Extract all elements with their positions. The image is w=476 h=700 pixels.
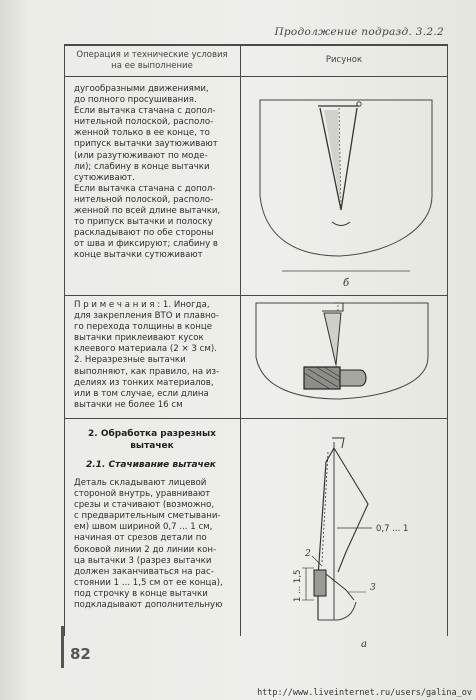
- text-line: боковой линии 2 до линии кон-: [74, 544, 217, 555]
- table-right-border: [447, 44, 448, 636]
- text-line: стоянии 1 ... 1,5 см от ее конца),: [74, 577, 223, 588]
- row2-notes-text: [74, 300, 219, 411]
- running-head: Продолжение подразд. 3.2.2: [274, 26, 444, 38]
- header-operation-line2: на ее выполнение: [111, 61, 193, 71]
- text-line: П р и м е ч а н и я : 1. Иногда,: [74, 300, 210, 310]
- row2-bottom-rule: [64, 418, 448, 419]
- text-line: начиная от срезов детали по: [74, 533, 207, 544]
- row1-text: [74, 84, 220, 262]
- instruction-table: [64, 44, 448, 650]
- text-line: женной только в ее конце, то: [74, 128, 210, 139]
- slash-cut: [326, 574, 354, 600]
- figure-b-label: б: [343, 278, 350, 289]
- text-line: стороной внутрь, уравнивают: [74, 489, 211, 500]
- text-line: подкладывают дополнительную: [74, 600, 223, 611]
- figure-dart-interfacing: [242, 297, 446, 416]
- text-line: дугообразными движениями,: [74, 84, 209, 94]
- header-operation-line1: Операция и технические условия: [76, 50, 228, 60]
- dart-tab: [322, 303, 343, 311]
- table-top-rule: [64, 44, 448, 46]
- page-number-bar: [61, 626, 64, 668]
- text-line: с предварительным сметывани-: [74, 511, 221, 522]
- leader-2: [312, 556, 322, 566]
- dart-shading: [324, 110, 341, 206]
- text-line: для закрепления ВТО и плавно-: [74, 311, 219, 322]
- text-line: Деталь складывают лицевой: [74, 478, 207, 488]
- text-line: ца вытачки 3 (разрез вытачки: [74, 555, 212, 566]
- figure-dart-pressed: [242, 78, 446, 292]
- text-line: ли); слабину в конце вытачки: [74, 161, 210, 172]
- text-line: должен заканчиваться на рас-: [74, 566, 214, 577]
- text-line: припуск вытачки заутюживают: [74, 139, 218, 150]
- press-pad: [340, 370, 366, 386]
- header-operation: [66, 50, 238, 72]
- text-line: вытачки не более 16 см: [74, 399, 183, 410]
- section-title-line1: 2. Обработка разрезных: [88, 429, 216, 439]
- dim-top-label: 0,7 ... 1: [376, 524, 409, 534]
- callout-3: 3: [370, 583, 376, 593]
- text-line: Если вытачка стачана с допол-: [74, 183, 216, 194]
- text-line: нительной полоской, располо-: [74, 117, 214, 128]
- hem-curve: [318, 602, 356, 620]
- text-line: вытачки приклеивают кусок: [74, 333, 204, 344]
- dart-end-arc: [332, 222, 350, 226]
- callout-2: 2: [305, 549, 311, 559]
- table-left-border: [64, 44, 65, 636]
- header-bottom-rule: [64, 76, 448, 77]
- text-line: 2. Неразрезные вытачки: [74, 355, 186, 366]
- text-line: выполняют, как правило, на из-: [74, 366, 220, 377]
- dart-body: [324, 313, 341, 365]
- text-line: или в том случае, если длина: [74, 388, 209, 399]
- text-line: (или разутюживают по моде-: [74, 150, 208, 161]
- dim-side-label: 1 ... 1,5: [293, 569, 303, 602]
- text-line: сутюживают.: [74, 172, 135, 183]
- text-line: го перехода толщины в конце: [74, 322, 213, 333]
- row3-text: [74, 478, 223, 611]
- table-column-divider: [240, 44, 241, 636]
- text-line: клеевого материала (2 × 3 см).: [74, 344, 217, 355]
- text-line: то припуск вытачки и полоску: [74, 217, 213, 228]
- text-line: делиях из тонких материалов,: [74, 377, 214, 388]
- figure-a-label: а: [361, 639, 367, 650]
- text-line: ем) швом шириной 0,7 ... 1 см,: [74, 522, 213, 533]
- dart-inner-edge: [334, 448, 368, 572]
- text-line: от шва и фиксируют; слабину в: [74, 239, 218, 250]
- section-title-line2: вытачек: [130, 441, 174, 451]
- section-title: [66, 428, 238, 452]
- dart-right-edge: [341, 108, 357, 210]
- text-line: Если вытачка стачана с допол-: [74, 106, 216, 117]
- watermark-url: http://www.liveinternet.ru/users/galina_ov: [257, 688, 472, 698]
- text-line: под строчку в конце вытачки: [74, 588, 208, 599]
- text-line: до полного просушивания.: [74, 95, 197, 106]
- text-line: конце вытачки сутюживают: [74, 250, 203, 261]
- header-figure: Рисунок: [325, 55, 363, 65]
- text-line: срезы и стачивают (возможно,: [74, 500, 215, 511]
- text-line: женной по всей длине вытачки,: [74, 206, 221, 217]
- subsection-title: 2.1. Стачивание вытачек: [86, 460, 216, 470]
- text-line: нительной полоской, располо-: [74, 194, 214, 205]
- reinforcement-strip: [314, 570, 326, 596]
- row1-bottom-rule: [64, 295, 448, 296]
- figure-dart-stitching: [242, 422, 446, 650]
- page-number: 82: [70, 645, 91, 663]
- text-line: раскладывают по обе стороны: [74, 228, 214, 239]
